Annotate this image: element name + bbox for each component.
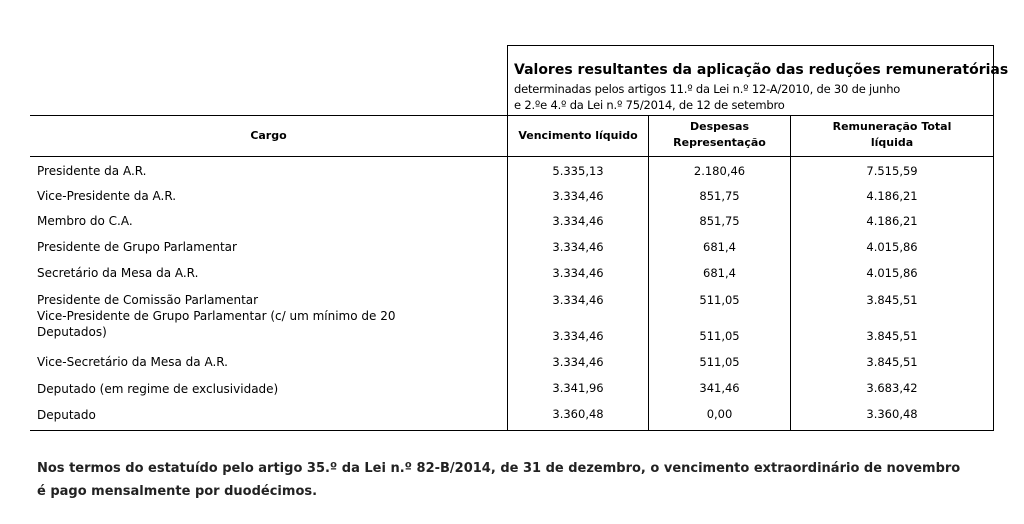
row-despesas: 341,46 — [699, 381, 740, 395]
header-subtitle-line1: determinadas pelos artigos 11.º da Lei n.º 12-A/2010, de 30 de junho — [514, 82, 901, 96]
row-total: 7.515,59 — [866, 164, 918, 178]
row-cargo: Presidente da A.R. — [37, 164, 147, 178]
row-total: 4.015,86 — [866, 266, 918, 280]
row-cargo: Vice-Presidente da A.R. — [37, 189, 177, 203]
row-despesas: 851,75 — [699, 214, 740, 228]
row-cargo: Presidente de Comissão Parlamentar — [37, 293, 259, 307]
row-despesas: 511,05 — [699, 329, 740, 343]
row-despesas: 851,75 — [699, 189, 740, 203]
row-vencimento: 5.335,13 — [552, 164, 604, 178]
row-despesas: 511,05 — [699, 355, 740, 369]
row-vencimento: 3.334,46 — [552, 266, 604, 280]
row-total: 3.360,48 — [866, 407, 918, 421]
header-box-left-border — [507, 45, 508, 431]
header-subtitle-line2: e 2.ºe 4.º da Lei n.º 75/2014, de 12 de setembro — [514, 98, 785, 112]
row-total: 3.683,42 — [866, 381, 918, 395]
table-bottom-border — [30, 430, 994, 431]
row-cargo: Membro do C.A. — [37, 214, 133, 228]
row-total: 3.845,51 — [866, 355, 918, 369]
footnote-line2: é pago mensalmente por duodécimos. — [37, 484, 318, 499]
column-header-cargo: Cargo — [250, 129, 287, 142]
header-box-top-border — [507, 45, 994, 46]
column-header-bottom-border — [30, 156, 994, 157]
column-header-despesas-line2: Representação — [673, 136, 766, 149]
row-cargo: Deputado — [37, 408, 96, 422]
row-vencimento: 3.334,46 — [552, 189, 604, 203]
row-despesas: 0,00 — [706, 407, 733, 421]
row-vencimento: 3.334,46 — [552, 214, 604, 228]
row-total: 3.845,51 — [866, 329, 918, 343]
header-title: Valores resultantes da aplicação das reduções remuneratórias — [514, 62, 1009, 78]
row-vencimento: 3.334,46 — [552, 240, 604, 254]
row-cargo-line2: Deputados) — [37, 325, 107, 339]
row-despesas: 681,4 — [703, 266, 736, 280]
row-cargo: Presidente de Grupo Parlamentar — [37, 240, 237, 254]
row-total: 3.845,51 — [866, 293, 918, 307]
row-despesas: 681,4 — [703, 240, 736, 254]
table-top-border — [30, 115, 994, 116]
header-box-right-border — [993, 45, 994, 431]
column-header-despesas-line1: Despesas — [690, 120, 749, 133]
row-vencimento: 3.334,46 — [552, 293, 604, 307]
row-total: 4.015,86 — [866, 240, 918, 254]
column-header-remuneracao-line1: Remuneração Total — [832, 120, 952, 133]
footnote-line1: Nos termos do estatuído pelo artigo 35.º da Lei n.º 82-B/2014, de 31 de dezembro, o vencimento extraordinário de novembro — [37, 461, 961, 476]
row-despesas: 2.180,46 — [693, 164, 746, 178]
row-total: 4.186,21 — [866, 214, 918, 228]
row-vencimento: 3.334,46 — [552, 329, 604, 343]
column-header-remuneracao — [791, 119, 993, 151]
column-header-vencimento: Vencimento líquido — [518, 129, 638, 142]
row-vencimento: 3.334,46 — [552, 355, 604, 369]
row-cargo-line1: Vice-Presidente de Grupo Parlamentar (c/ um mínimo de 20 — [37, 309, 396, 323]
row-despesas: 511,05 — [699, 293, 740, 307]
column-header-remuneracao-line2: líquida — [870, 136, 914, 149]
column-header-despesas — [649, 119, 790, 151]
row-vencimento: 3.360,48 — [552, 407, 604, 421]
row-cargo: Secretário da Mesa da A.R. — [37, 266, 199, 280]
row-total: 4.186,21 — [866, 189, 918, 203]
row-cargo: Deputado (em regime de exclusividade) — [37, 382, 279, 396]
row-vencimento: 3.341,96 — [552, 381, 604, 395]
row-cargo: Vice-Secretário da Mesa da A.R. — [37, 355, 228, 369]
